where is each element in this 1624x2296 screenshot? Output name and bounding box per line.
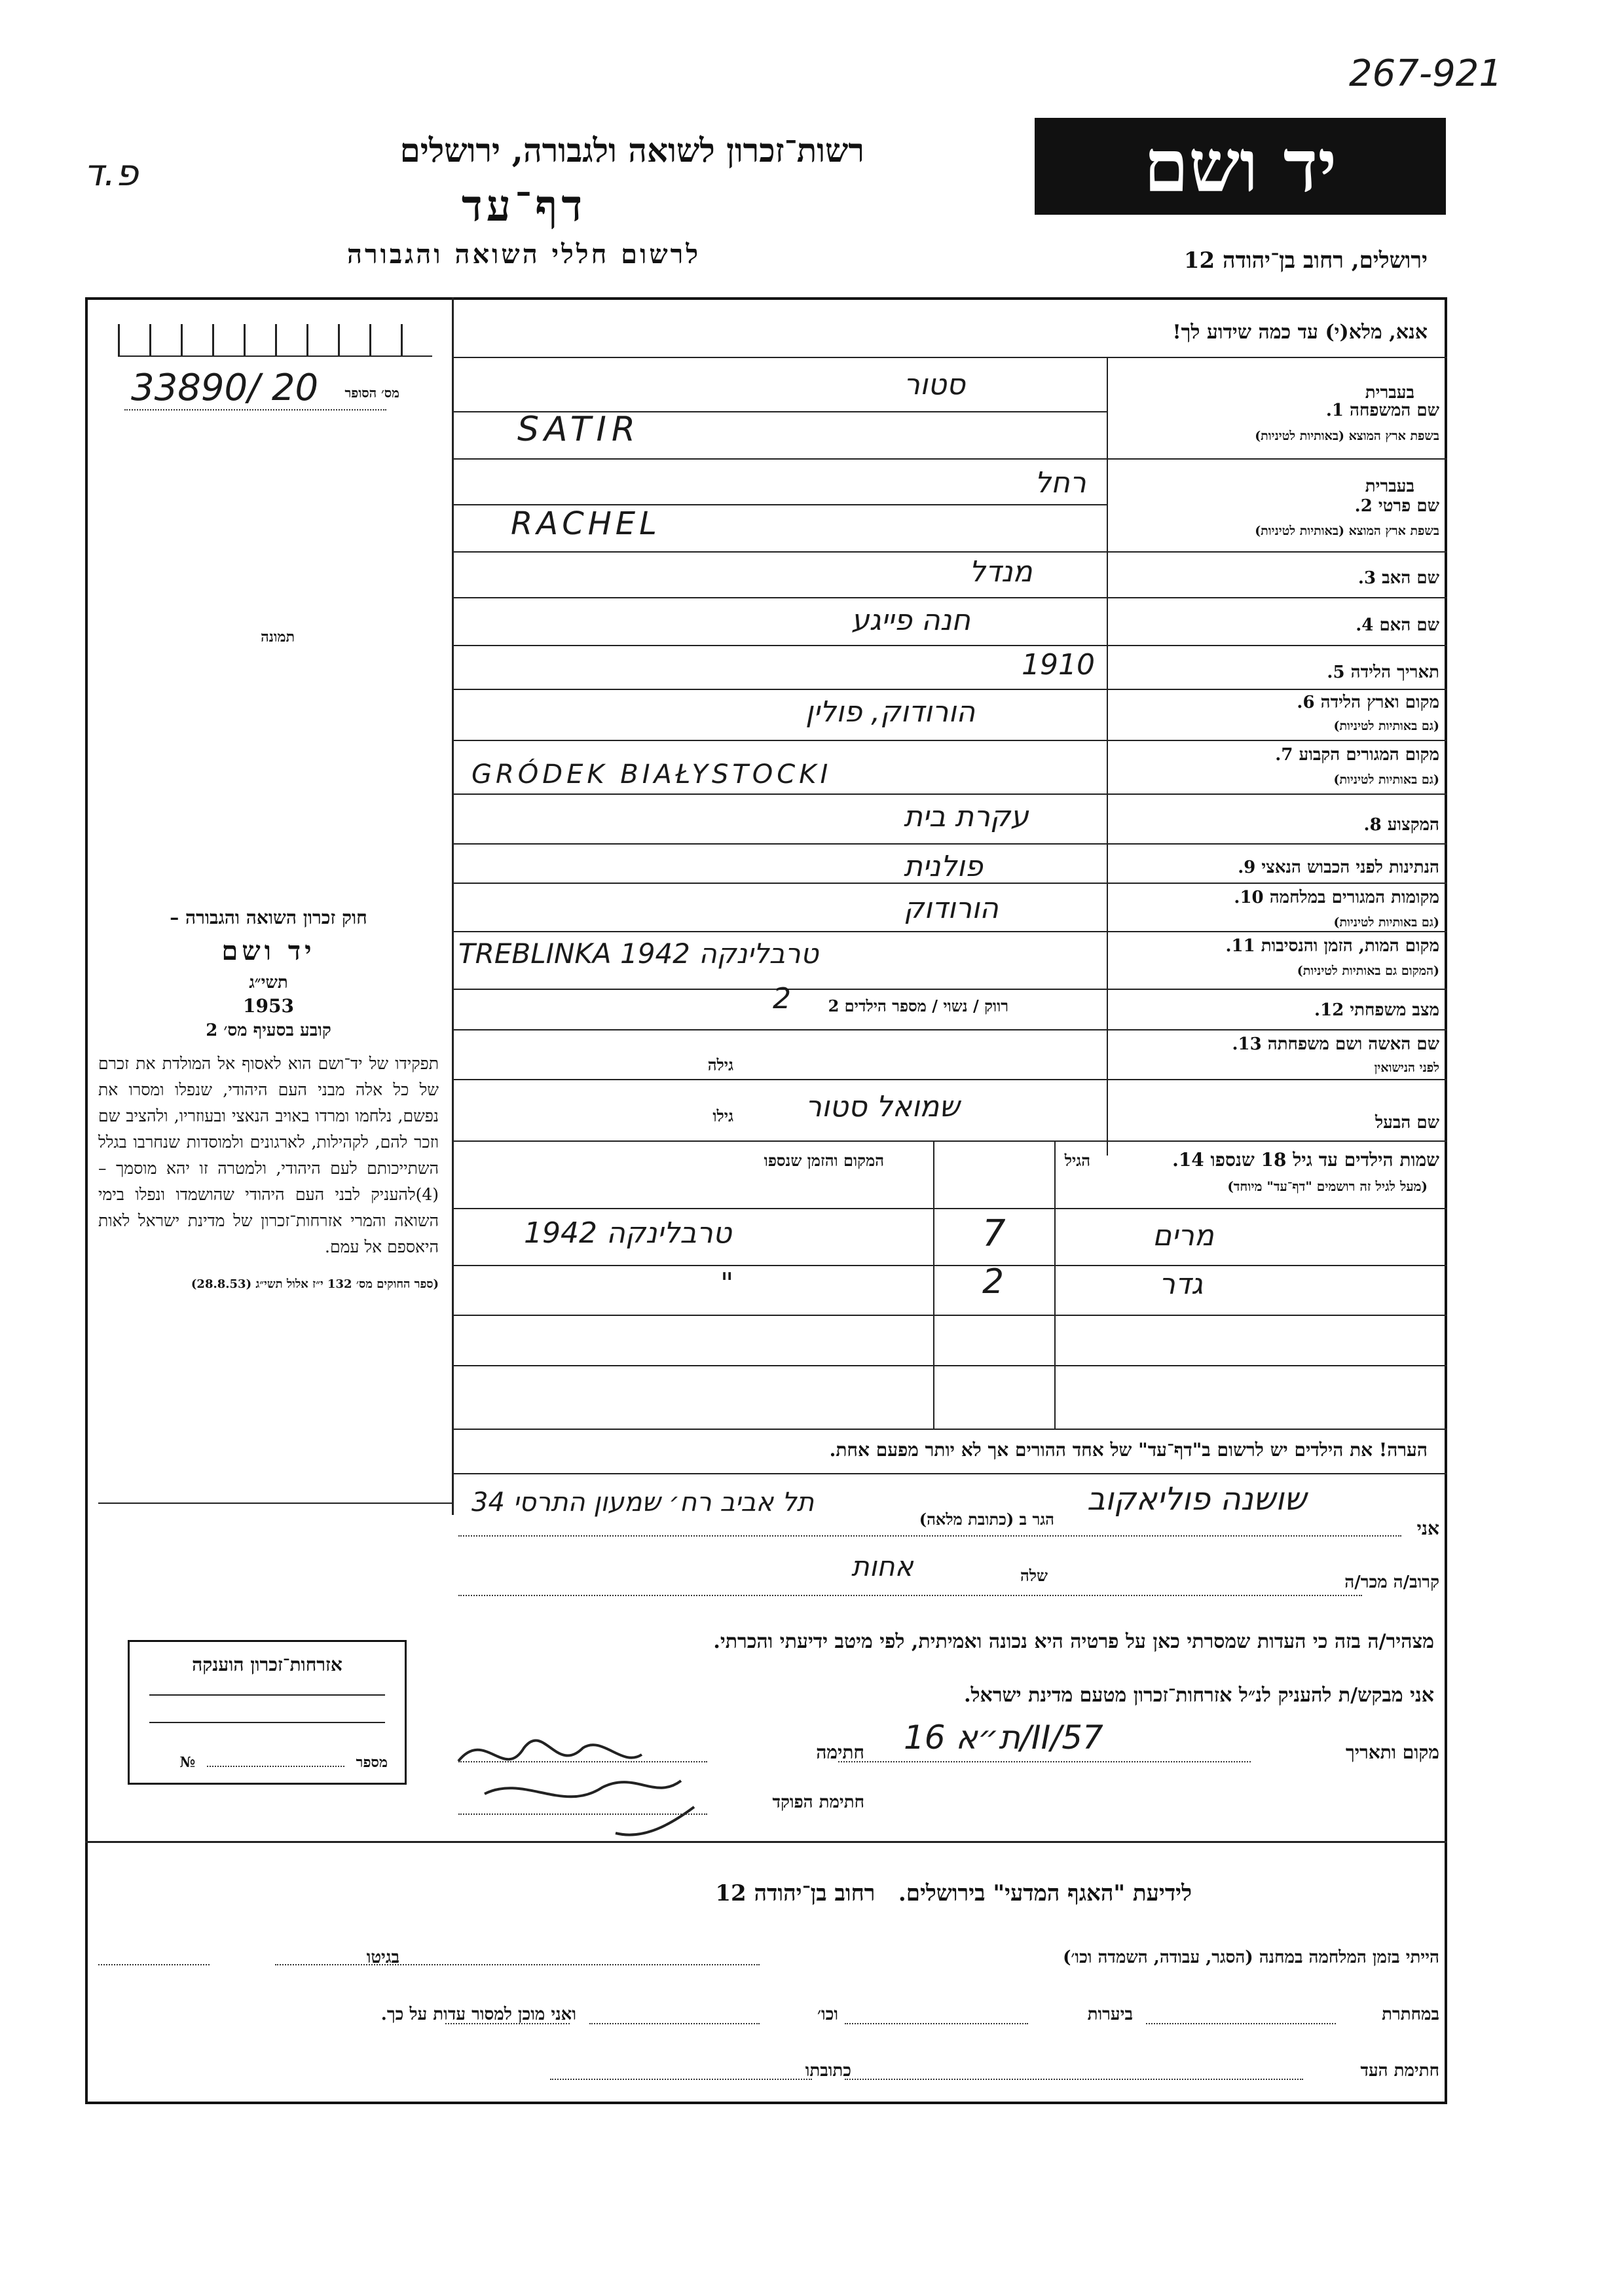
war-residence: הורודוק xyxy=(904,892,999,925)
birth-date: 1910 xyxy=(1022,648,1095,682)
declarant-residing: הגר ב (כתובת מלאה) xyxy=(919,1510,1054,1529)
logo-text: יד ושם xyxy=(1143,124,1337,208)
col-age-header: הגיל xyxy=(1064,1151,1090,1170)
residence: GRÓDEK BIAŁYSTOCKI xyxy=(471,759,832,790)
mother-name: חנה פייגע xyxy=(851,604,970,637)
serial-value: 33890/ 20 xyxy=(131,367,319,409)
relation: אחות xyxy=(851,1550,913,1582)
children-title: שמות הילדים עד גיל 18 שנספו 14. xyxy=(1172,1149,1439,1171)
child-place: טרבלינקה 1942 xyxy=(524,1216,732,1250)
footer-line1-a: הייתי בזמן המלחמה במחנה (הסגר, עבודה, השמדה וכו׳) xyxy=(1063,1948,1439,1967)
wife-age-label: גילה xyxy=(707,1055,733,1074)
footer-address: רחוב בן־יהודה 12 xyxy=(715,1880,876,1906)
children-count: 2 xyxy=(773,982,791,1015)
yad-vashem-logo xyxy=(1035,118,1446,215)
note: הערה! את הילדים יש לרשום ב"דף־עד" של אחד ההורים אך לא יותר מפעם אחת. xyxy=(829,1439,1428,1461)
archive-number: 267-921 xyxy=(1349,52,1502,95)
footer-line2-a: במחתרת xyxy=(1382,2005,1439,2024)
corner-mark: פ.ד xyxy=(84,152,139,194)
form-title: דף־עד xyxy=(461,180,587,231)
birth-place: הורודוק, פולין xyxy=(805,695,976,729)
place-date-label: מקום ותאריך xyxy=(1345,1741,1439,1763)
cert-number-label: מספר xyxy=(356,1754,388,1771)
first-name-hebrew: רחל xyxy=(1035,466,1086,500)
footer-line2-c: וכו׳ xyxy=(817,2005,838,2024)
instruction: אנא, מלא(י) עד כמה שידוע לך! xyxy=(1172,321,1428,344)
signature-label: חתימה xyxy=(816,1741,864,1763)
footer-line2-b: ביערות xyxy=(1087,2005,1133,2024)
child-name: מרים xyxy=(1153,1219,1214,1252)
children-subtitle: (מעל לגיל זה רושמים "דף־עד" מיוחד) xyxy=(1227,1178,1428,1194)
serial-ticks xyxy=(118,324,432,357)
serial-label: מס׳ הסופר xyxy=(344,385,399,401)
father-name: מנדל xyxy=(969,555,1033,589)
declarant-address: תל אביב רח׳ שמעון התרסי 34 xyxy=(471,1487,815,1518)
declarant-i-label: אני xyxy=(1416,1518,1439,1539)
officer-signature-label: חתימת הפוקד xyxy=(772,1793,864,1812)
col-place-header: המקום והזמן שנספו xyxy=(764,1151,884,1170)
law-name: יד ושם xyxy=(221,936,316,966)
footer-line3-a: חתימת העד xyxy=(1360,2061,1439,2081)
org-line: רשות־זכרון לשואה ולגבורה, ירושלים xyxy=(399,131,864,170)
law-text: תפקידו של יד־ושם הוא לאסוף אל המולדת את זכרם של כל אלה מבני העם היהודי, שנפלו ומסרו את נפשם, נלחמו ומרדו באויב הנאצי ובעוזריו, ולהציב שם וזכר להם, לקהילות, לארגונים ולמוסדות שנחרבו בגלל השתייכותם לעם היהודי, ולמטרה זו יהא מוסמך – (4)להעניק לבני העם היהודי שהושמדו ונפלו בימי השואה והמרי אזרחות־זכרון של מדינת ישראל לאות היאספם אל עמם. xyxy=(98,1054,439,1256)
request-text: אני מבקש/ת להעניק לנ״ל אזרחות־זכרון מטעם מדינת ישראל. xyxy=(964,1684,1434,1707)
first-name-latin: RACHEL xyxy=(511,505,661,542)
law-title: חוק זכרון השואה והגבורה – xyxy=(170,907,367,928)
child-place: " xyxy=(720,1267,734,1300)
child-name: גדר xyxy=(1159,1267,1203,1301)
profession: עקרת בית xyxy=(904,800,1029,833)
relation-of: שלה xyxy=(1020,1566,1048,1585)
law-clause: קובע בסעיף מס׳ 2 xyxy=(206,1021,331,1040)
child-age: 2 xyxy=(982,1262,1005,1302)
husband-age-label: גילו xyxy=(712,1106,733,1125)
cert-title: אזרחות־זכרון הוענקה xyxy=(192,1654,342,1675)
footer-line1-b: בגיטו xyxy=(366,1948,399,1967)
place-date: ת״א 16/II/57 xyxy=(904,1719,1103,1757)
photo-label: תמונה xyxy=(261,629,295,646)
footer-line3-b: כתובתו xyxy=(805,2061,851,2081)
nationality: פולנית xyxy=(904,850,983,883)
husband-name: שמואל סטור xyxy=(805,1090,960,1123)
certificate-box xyxy=(128,1640,407,1785)
marital-status: רווק / נשוי / מספר הילדים 2 xyxy=(828,996,1008,1015)
surname-latin: SATIR xyxy=(517,410,641,449)
surname-hebrew: סטור xyxy=(904,368,965,401)
footer-line2-d: ואני מוכן למסור עדות על כך. xyxy=(380,2005,576,2024)
law-year: 1953 xyxy=(243,995,294,1017)
cert-no-mark: № xyxy=(179,1754,196,1771)
address: ירושלים, רחוב בן־יהודה 12 xyxy=(1183,247,1428,274)
law-year-heb: תשי״ג xyxy=(249,973,288,993)
footer-title xyxy=(458,1880,1192,1906)
relation-label: קרוב/ה מכר/ה xyxy=(1344,1573,1439,1592)
declarant-name: שושנה פוליאקוב xyxy=(1087,1481,1306,1518)
signature-scribble xyxy=(445,1702,812,1846)
child-age: 7 xyxy=(982,1212,1006,1255)
footer-title-text: לידיעת "האגף המדעי" בירושלים. xyxy=(898,1880,1192,1906)
law-box xyxy=(98,907,439,1489)
death-place: TREBLINKA 1942 טרבלינקה xyxy=(458,938,819,970)
form-subtitle: לרשום חללי השואה והגבורה xyxy=(346,239,701,270)
declaration-text: מצהיר/ה בזה כי העדות שמסרתי כאן על פרטיה היא נכונה ואמיתית, לפי מיטב ידיעתי והכרתי. xyxy=(713,1630,1434,1653)
law-ref: (ספר החוקים מס׳ 132 י״ז אלול תשי״ג (28.8.53) xyxy=(191,1277,439,1291)
